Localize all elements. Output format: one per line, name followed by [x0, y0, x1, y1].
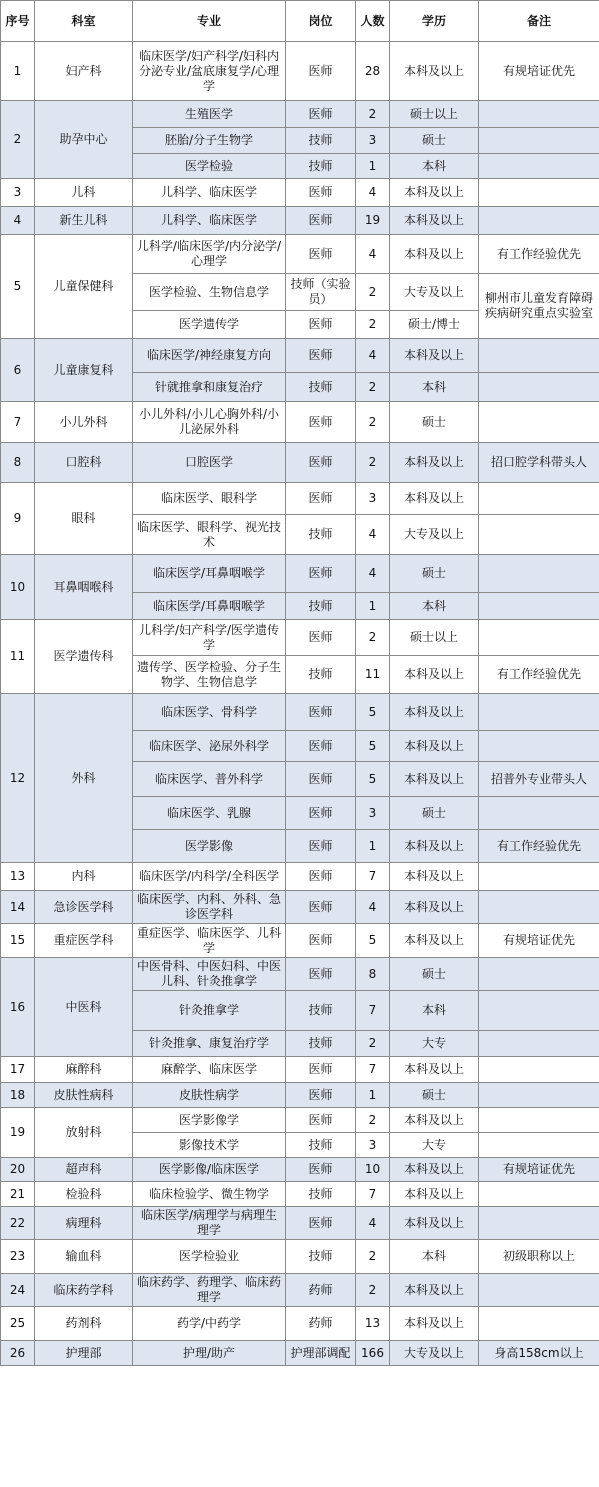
- table-row: [1, 891, 599, 924]
- table-cell: 大专: [390, 1133, 479, 1158]
- table-cell: 医师: [286, 443, 356, 483]
- table-cell: 医师: [286, 694, 356, 731]
- table-row: [1, 1158, 599, 1182]
- table-cell: 医学遗传学: [133, 311, 286, 339]
- table-cell: 本科及以上: [390, 762, 479, 797]
- table-cell: 24: [1, 1274, 35, 1307]
- table-cell: 本科及以上: [390, 1307, 479, 1341]
- table-cell: 12: [1, 694, 35, 863]
- table-row: [1, 1108, 599, 1133]
- table-cell: 1: [356, 154, 390, 179]
- table-cell: 4: [356, 339, 390, 373]
- table-cell: [479, 555, 599, 593]
- table-cell: 放射科: [35, 1108, 133, 1158]
- table-cell: 临床医学、眼科学: [133, 483, 286, 515]
- table-cell: 8: [1, 443, 35, 483]
- table-cell: 临床医学、乳腺: [133, 797, 286, 830]
- table-cell: 临床医学、内科、外科、急诊医学科: [133, 891, 286, 924]
- table-cell: 技师（实验员）: [286, 274, 356, 311]
- table-cell: [479, 101, 599, 128]
- table-cell: 内科: [35, 863, 133, 891]
- table-cell: 19: [1, 1108, 35, 1158]
- table-cell: 技师: [286, 1240, 356, 1274]
- table-cell: 医师: [286, 555, 356, 593]
- table-cell: 小儿外科: [35, 402, 133, 443]
- table-cell: 大专及以上: [390, 274, 479, 311]
- table-cell: 4: [356, 891, 390, 924]
- table-cell: 本科: [390, 154, 479, 179]
- table-cell: 4: [356, 235, 390, 274]
- table-cell: 医学遗传科: [35, 620, 133, 694]
- table-cell: 生殖医学: [133, 101, 286, 128]
- table-row: [1, 443, 599, 483]
- table-cell: 有工作经验优先: [479, 235, 599, 274]
- table-cell: 2: [356, 620, 390, 656]
- table-cell: 2: [356, 373, 390, 402]
- table-cell: 医学检验业: [133, 1240, 286, 1274]
- table-cell: 医师: [286, 863, 356, 891]
- table-cell: 口腔医学: [133, 443, 286, 483]
- table-cell: [479, 891, 599, 924]
- table-cell: 硕士以上: [390, 620, 479, 656]
- table-cell: 本科及以上: [390, 924, 479, 958]
- table-cell: 25: [1, 1307, 35, 1341]
- table-cell: [479, 863, 599, 891]
- table-row: [1, 1307, 599, 1341]
- table-cell: 2: [356, 402, 390, 443]
- table-cell: 医师: [286, 402, 356, 443]
- table-cell: 5: [356, 694, 390, 731]
- table-cell: 医学检验: [133, 154, 286, 179]
- table-cell: 7: [356, 863, 390, 891]
- table-cell: 7: [1, 402, 35, 443]
- table-cell: 本科及以上: [390, 830, 479, 863]
- table-cell: 3: [356, 128, 390, 154]
- table-cell: 医学影像/临床医学: [133, 1158, 286, 1182]
- table-cell: 中医科: [35, 958, 133, 1057]
- table-cell: 本科及以上: [390, 1207, 479, 1240]
- header-count: 人数: [356, 1, 390, 42]
- table-cell: 药学/中药学: [133, 1307, 286, 1341]
- table-cell: [479, 1274, 599, 1307]
- table-cell: 临床医学/耳鼻咽喉学: [133, 555, 286, 593]
- table-cell: 护理/助产: [133, 1341, 286, 1366]
- table-cell: [479, 593, 599, 620]
- table-row: [1, 1341, 599, 1366]
- table-cell: 麻醉学、临床医学: [133, 1057, 286, 1083]
- table-cell: [479, 402, 599, 443]
- table-cell: 临床药学、药理学、临床药理学: [133, 1274, 286, 1307]
- table-cell: 硕士: [390, 402, 479, 443]
- table-cell: 医师: [286, 339, 356, 373]
- table-cell: 26: [1, 1341, 35, 1366]
- table-cell: 重症医学科: [35, 924, 133, 958]
- table-cell: 本科: [390, 991, 479, 1031]
- table-cell: 医师: [286, 1207, 356, 1240]
- table-cell: 柳州市儿童发育障碍疾病研究重点实验室: [479, 274, 599, 339]
- table-cell: [479, 515, 599, 555]
- table-cell: 本科及以上: [390, 694, 479, 731]
- table-cell: 护理部调配: [286, 1341, 356, 1366]
- table-cell: 有工作经验优先: [479, 656, 599, 694]
- table-cell: 医师: [286, 1057, 356, 1083]
- table-cell: 6: [1, 339, 35, 402]
- table-cell: 大专及以上: [390, 1341, 479, 1366]
- table-cell: 医师: [286, 891, 356, 924]
- table-cell: 9: [1, 483, 35, 555]
- table-cell: 3: [356, 483, 390, 515]
- table-row: [1, 402, 599, 443]
- table-cell: 本科及以上: [390, 1057, 479, 1083]
- table-cell: 儿童康复科: [35, 339, 133, 402]
- table-cell: 技师: [286, 1031, 356, 1057]
- table-cell: 超声科: [35, 1158, 133, 1182]
- table-cell: 针灸推拿、康复治疗学: [133, 1031, 286, 1057]
- table-cell: 2: [356, 274, 390, 311]
- table-cell: 儿科学/临床医学/内分泌学/心理学: [133, 235, 286, 274]
- table-cell: 3: [1, 179, 35, 207]
- table-cell: 医学检验、生物信息学: [133, 274, 286, 311]
- table-cell: 8: [356, 958, 390, 991]
- table-cell: 医师: [286, 958, 356, 991]
- table-cell: 招普外专业带头人: [479, 762, 599, 797]
- table-cell: [479, 1207, 599, 1240]
- table-cell: 5: [1, 235, 35, 339]
- table-cell: 本科及以上: [390, 891, 479, 924]
- table-cell: 临床检验学、微生物学: [133, 1182, 286, 1207]
- table-cell: 有工作经验优先: [479, 830, 599, 863]
- header-position: 岗位: [286, 1, 356, 42]
- table-cell: 医师: [286, 311, 356, 339]
- table-cell: 麻醉科: [35, 1057, 133, 1083]
- table-cell: 4: [356, 1207, 390, 1240]
- table-cell: 硕士以上: [390, 101, 479, 128]
- table-cell: 医师: [286, 797, 356, 830]
- table-row: [1, 924, 599, 958]
- table-cell: 新生儿科: [35, 207, 133, 235]
- table-cell: 有规培证优先: [479, 1158, 599, 1182]
- table-cell: 技师: [286, 991, 356, 1031]
- table-cell: 7: [356, 1057, 390, 1083]
- table-cell: 3: [356, 797, 390, 830]
- table-cell: [479, 154, 599, 179]
- table-cell: 硕士: [390, 555, 479, 593]
- table-cell: [479, 797, 599, 830]
- table-cell: [479, 620, 599, 656]
- table-cell: 有规培证优先: [479, 924, 599, 958]
- header-department: 科室: [35, 1, 133, 42]
- table-cell: 外科: [35, 694, 133, 863]
- table-cell: 11: [356, 656, 390, 694]
- table-row: [1, 863, 599, 891]
- table-cell: [479, 1133, 599, 1158]
- table-cell: 临床医学/耳鼻咽喉学: [133, 593, 286, 620]
- table-cell: 临床医学/妇产科学/妇科内分泌专业/盆底康复学/心理学: [133, 42, 286, 101]
- table-cell: 儿科学、临床医学: [133, 179, 286, 207]
- table-cell: 医师: [286, 1083, 356, 1108]
- table-cell: [479, 1031, 599, 1057]
- table-cell: 166: [356, 1341, 390, 1366]
- table-cell: 医学影像学: [133, 1108, 286, 1133]
- table-cell: 药师: [286, 1274, 356, 1307]
- table-cell: 2: [356, 1274, 390, 1307]
- table-cell: 2: [356, 1240, 390, 1274]
- table-cell: 2: [1, 101, 35, 179]
- table-cell: 5: [356, 762, 390, 797]
- table-row: [1, 1240, 599, 1274]
- table-cell: 本科: [390, 373, 479, 402]
- table-cell: 儿科学/妇产科学/医学遗传学: [133, 620, 286, 656]
- table-cell: 输血科: [35, 1240, 133, 1274]
- table-cell: 技师: [286, 128, 356, 154]
- table-cell: [479, 128, 599, 154]
- table-cell: [479, 207, 599, 235]
- table-row: [1, 235, 599, 274]
- table-cell: 28: [356, 42, 390, 101]
- table-cell: 本科及以上: [390, 656, 479, 694]
- table-cell: 本科及以上: [390, 339, 479, 373]
- header-index: 序号: [1, 1, 35, 42]
- header-remarks: 备注: [479, 1, 599, 42]
- table-cell: 本科: [390, 593, 479, 620]
- table-cell: 医师: [286, 924, 356, 958]
- table-cell: 技师: [286, 373, 356, 402]
- table-cell: 1: [356, 830, 390, 863]
- table-cell: 医师: [286, 731, 356, 762]
- table-cell: 临床医学、泌尿外科学: [133, 731, 286, 762]
- table-cell: [479, 731, 599, 762]
- table-cell: 临床医学/内科学/全科医学: [133, 863, 286, 891]
- table-cell: [479, 339, 599, 373]
- table-cell: 皮肤性病学: [133, 1083, 286, 1108]
- table-row: [1, 1057, 599, 1083]
- table-cell: 眼科: [35, 483, 133, 555]
- table-cell: 16: [1, 958, 35, 1057]
- table-cell: 14: [1, 891, 35, 924]
- table-cell: 临床医学、骨科学: [133, 694, 286, 731]
- table-cell: 本科及以上: [390, 1158, 479, 1182]
- table-cell: 助孕中心: [35, 101, 133, 179]
- table-cell: 护理部: [35, 1341, 133, 1366]
- table-cell: 本科及以上: [390, 207, 479, 235]
- table-cell: 胚胎/分子生物学: [133, 128, 286, 154]
- table-cell: 17: [1, 1057, 35, 1083]
- table-cell: 2: [356, 101, 390, 128]
- table-cell: 大专及以上: [390, 515, 479, 555]
- table-row: [1, 207, 599, 235]
- table-cell: 临床医学、普外科学: [133, 762, 286, 797]
- table-cell: 有规培证优先: [479, 42, 599, 101]
- table-cell: 技师: [286, 515, 356, 555]
- table-cell: 15: [1, 924, 35, 958]
- table-cell: 病理科: [35, 1207, 133, 1240]
- table-cell: 13: [1, 863, 35, 891]
- table-cell: 药师: [286, 1307, 356, 1341]
- table-cell: 本科及以上: [390, 863, 479, 891]
- table-cell: 针灸推拿学: [133, 991, 286, 1031]
- table-cell: 硕士: [390, 797, 479, 830]
- table-cell: 10: [356, 1158, 390, 1182]
- table-cell: 医师: [286, 830, 356, 863]
- table-cell: 本科及以上: [390, 235, 479, 274]
- table-cell: 医师: [286, 762, 356, 797]
- table-cell: 1: [356, 593, 390, 620]
- table-cell: [479, 694, 599, 731]
- table-cell: [479, 179, 599, 207]
- table-cell: 23: [1, 1240, 35, 1274]
- table-row: [1, 179, 599, 207]
- table-cell: 医师: [286, 620, 356, 656]
- table-cell: 1: [356, 1083, 390, 1108]
- table-cell: 妇产科: [35, 42, 133, 101]
- table-row: [1, 101, 599, 128]
- table-cell: 4: [356, 179, 390, 207]
- table-cell: 20: [1, 1158, 35, 1182]
- table-cell: 4: [356, 515, 390, 555]
- header-education: 学历: [390, 1, 479, 42]
- table-row: [1, 1274, 599, 1307]
- table-row: [1, 1083, 599, 1108]
- table-cell: 技师: [286, 1182, 356, 1207]
- table-cell: 11: [1, 620, 35, 694]
- table-cell: 19: [356, 207, 390, 235]
- table-cell: 临床医学/神经康复方向: [133, 339, 286, 373]
- table-cell: 2: [356, 311, 390, 339]
- table-cell: 硕士: [390, 958, 479, 991]
- table-cell: 临床医学、眼科学、视光技术: [133, 515, 286, 555]
- table-cell: 检验科: [35, 1182, 133, 1207]
- table-cell: 4: [356, 555, 390, 593]
- table-cell: 2: [356, 1031, 390, 1057]
- header-row: [1, 1, 599, 42]
- table-cell: 医师: [286, 42, 356, 101]
- table-cell: 中医骨科、中医妇科、中医儿科、针灸推拿学: [133, 958, 286, 991]
- table-cell: 儿科: [35, 179, 133, 207]
- table-cell: 18: [1, 1083, 35, 1108]
- table-cell: 医师: [286, 235, 356, 274]
- table-cell: 技师: [286, 154, 356, 179]
- table-cell: 医师: [286, 179, 356, 207]
- table-cell: 遗传学、医学检验、分子生物学、生物信息学: [133, 656, 286, 694]
- table-row: [1, 620, 599, 656]
- table-cell: 身高158cm以上: [479, 1341, 599, 1366]
- table-cell: 影像技术学: [133, 1133, 286, 1158]
- table-cell: 本科及以上: [390, 483, 479, 515]
- table-row: [1, 1182, 599, 1207]
- header-major: 专业: [133, 1, 286, 42]
- table-cell: 医师: [286, 1158, 356, 1182]
- table-cell: 本科及以上: [390, 1108, 479, 1133]
- table-row: [1, 339, 599, 373]
- table-cell: 7: [356, 991, 390, 1031]
- table-cell: 2: [356, 1108, 390, 1133]
- table-cell: 本科: [390, 1240, 479, 1274]
- table-row: [1, 555, 599, 593]
- table-cell: 本科及以上: [390, 731, 479, 762]
- table-cell: 4: [1, 207, 35, 235]
- table-cell: 硕士: [390, 128, 479, 154]
- table-cell: 初级职称以上: [479, 1240, 599, 1274]
- table-cell: 硕士: [390, 1083, 479, 1108]
- table-cell: [479, 1307, 599, 1341]
- table-cell: 医师: [286, 207, 356, 235]
- table-cell: 重症医学、临床医学、儿科学: [133, 924, 286, 958]
- table-cell: 医学影像: [133, 830, 286, 863]
- table-cell: 医师: [286, 101, 356, 128]
- table-cell: 大专: [390, 1031, 479, 1057]
- table-cell: 皮肤性病科: [35, 1083, 133, 1108]
- table-cell: 儿科学、临床医学: [133, 207, 286, 235]
- table-cell: [479, 1057, 599, 1083]
- table-row: [1, 42, 599, 101]
- table-cell: 医师: [286, 483, 356, 515]
- table-cell: 7: [356, 1182, 390, 1207]
- table-cell: 1: [1, 42, 35, 101]
- table-cell: 5: [356, 924, 390, 958]
- table-cell: 本科及以上: [390, 443, 479, 483]
- table-cell: 儿童保健科: [35, 235, 133, 339]
- table-cell: [479, 958, 599, 991]
- table-cell: 5: [356, 731, 390, 762]
- table-cell: 针就推拿和康复治疗: [133, 373, 286, 402]
- table-cell: [479, 1182, 599, 1207]
- table-cell: [479, 1083, 599, 1108]
- table-cell: 医师: [286, 1108, 356, 1133]
- table-cell: 本科及以上: [390, 1274, 479, 1307]
- table-cell: 药剂科: [35, 1307, 133, 1341]
- table-row: [1, 483, 599, 515]
- table-cell: 2: [356, 443, 390, 483]
- table-cell: 口腔科: [35, 443, 133, 483]
- table-cell: 临床医学/病理学与病理生理学: [133, 1207, 286, 1240]
- table-cell: 10: [1, 555, 35, 620]
- table-cell: [479, 1108, 599, 1133]
- table-cell: 招口腔学科带头人: [479, 443, 599, 483]
- table-cell: 21: [1, 1182, 35, 1207]
- table-cell: 13: [356, 1307, 390, 1341]
- table-cell: [479, 483, 599, 515]
- table-cell: [479, 373, 599, 402]
- table-cell: 临床药学科: [35, 1274, 133, 1307]
- table-row: [1, 958, 599, 991]
- table-cell: [479, 991, 599, 1031]
- table-cell: 技师: [286, 1133, 356, 1158]
- table-cell: 技师: [286, 656, 356, 694]
- table-cell: 3: [356, 1133, 390, 1158]
- table-body: [1, 42, 599, 1366]
- table-row: [1, 1207, 599, 1240]
- table-cell: 本科及以上: [390, 179, 479, 207]
- table-cell: 本科及以上: [390, 42, 479, 101]
- table-cell: 急诊医学科: [35, 891, 133, 924]
- table-cell: 22: [1, 1207, 35, 1240]
- table-cell: 本科及以上: [390, 1182, 479, 1207]
- table-cell: 技师: [286, 593, 356, 620]
- table-cell: 硕士/博士: [390, 311, 479, 339]
- table-row: [1, 694, 599, 731]
- table-cell: 耳鼻咽喉科: [35, 555, 133, 620]
- table-cell: 小儿外科/小儿心胸外科/小儿泌尿外科: [133, 402, 286, 443]
